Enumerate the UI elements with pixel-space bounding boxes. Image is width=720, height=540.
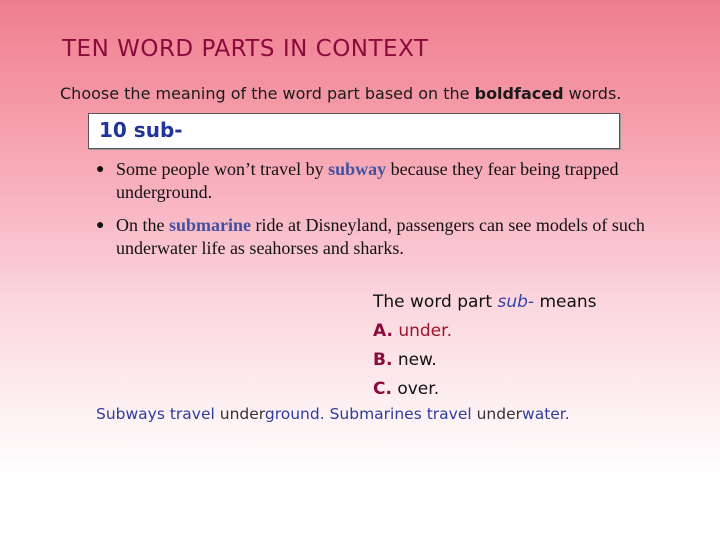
option-a[interactable] — [373, 317, 597, 346]
instruction-pre: Choose the meaning of the word part based on the — [60, 84, 475, 103]
explanation-part: ground. Submarines travel — [264, 405, 477, 423]
option-text: under. — [398, 321, 452, 341]
prompt-word-part: sub- — [497, 292, 535, 312]
sentence-pre: Some people won’t travel by — [116, 159, 329, 179]
example-bullet-2 — [96, 214, 656, 260]
explanation-text — [96, 405, 570, 423]
sentence-post: because they fear being trapped underground. — [116, 159, 619, 202]
word-part-header: 10 sub- — [99, 118, 183, 142]
slide-title: TEN WORD PARTS IN CONTEXT — [62, 36, 429, 62]
instruction-post: words. — [563, 84, 622, 103]
instruction-bold: boldfaced — [474, 84, 564, 103]
prompt-pre: The word part — [373, 292, 498, 312]
option-letter: A. — [373, 321, 393, 341]
question-prompt — [373, 288, 597, 317]
option-letter: C. — [373, 379, 392, 399]
option-b[interactable] — [373, 346, 597, 375]
keyword-submarine: submarine — [169, 215, 252, 235]
example-bullet-1 — [96, 158, 656, 204]
explanation-part: water. — [522, 405, 570, 423]
bullet-dot-icon: ● — [96, 162, 105, 177]
question-block — [373, 288, 597, 404]
sentence-pre: On the — [116, 215, 169, 235]
option-text: over. — [397, 379, 440, 399]
option-letter: B. — [373, 350, 393, 370]
option-text: new. — [397, 350, 437, 370]
word-part-header-box — [88, 113, 620, 149]
explanation-part: under — [219, 405, 265, 423]
bullet-dot-icon: ● — [96, 218, 105, 233]
keyword-subway: subway — [328, 159, 387, 179]
prompt-post: means — [534, 292, 597, 312]
example-sentence — [116, 214, 656, 260]
explanation-part: under — [476, 405, 523, 423]
sentence-post: ride at Disneyland, passengers can see models of such underwater life as seahorses and sharks. — [116, 215, 645, 258]
instruction-text — [60, 84, 621, 103]
example-sentence — [116, 158, 656, 204]
option-c[interactable] — [373, 375, 597, 404]
explanation-part: Subways travel — [96, 405, 220, 423]
